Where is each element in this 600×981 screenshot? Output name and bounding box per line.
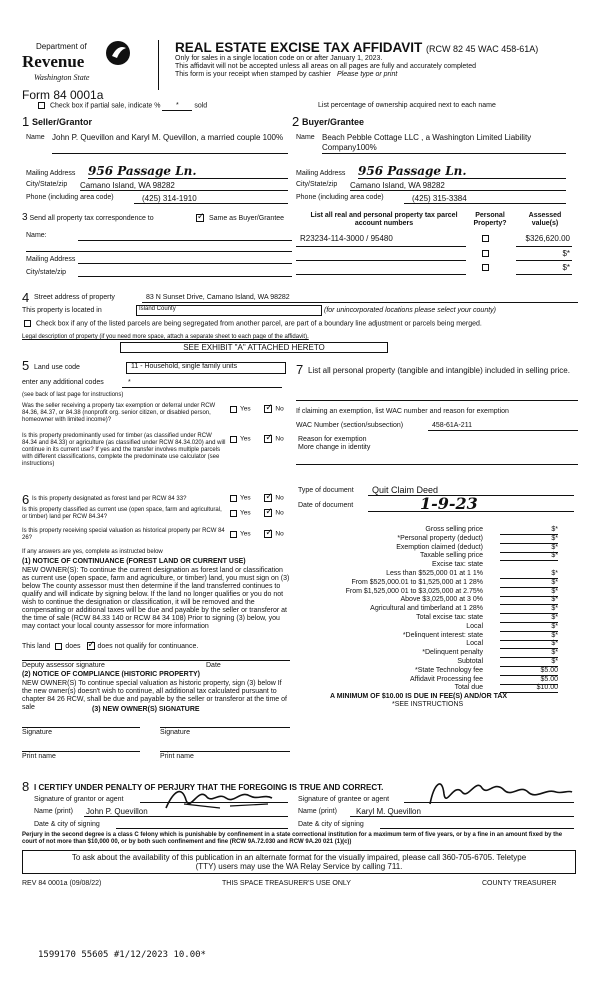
fee-value[interactable]: $* bbox=[500, 649, 558, 658]
fee-row bbox=[296, 588, 558, 596]
grantor-sig-label: Signature of grantor or agent bbox=[34, 796, 124, 803]
same-as-buyer-label: Same as Buyer/Grantee bbox=[208, 214, 285, 222]
land-use-label: Land use code bbox=[34, 364, 80, 371]
exemption-label: If claiming an exemption, list WAC number and reason for exemption bbox=[296, 408, 509, 415]
logo-state: Washington State bbox=[34, 73, 90, 82]
fee-value[interactable]: $* bbox=[500, 535, 558, 544]
parcel-header-assessed: Assessed value(s) bbox=[528, 212, 562, 227]
assessed-value[interactable]: $326,620.00 bbox=[525, 234, 570, 243]
fee-value[interactable]: $5.00 bbox=[500, 676, 558, 685]
fee-label: *Delinquent penalty bbox=[422, 649, 483, 657]
see-back: (see back of last page for instructions) bbox=[22, 392, 124, 398]
exemption-yes-no bbox=[230, 405, 284, 414]
buyer-mailing-label: Mailing Address bbox=[296, 170, 346, 177]
grantor-name[interactable]: John P. Quevillon bbox=[86, 807, 148, 816]
recording-stamp: 1599170 55605 #1/12/2023 10.00* bbox=[38, 950, 206, 960]
correspondence-number: 3 bbox=[22, 212, 28, 223]
section-7 bbox=[296, 362, 578, 482]
owner-signature-label-2: Signature bbox=[160, 729, 190, 736]
reason-label: Reason for exemption bbox=[298, 436, 367, 443]
fee-label: From $1,525,000 01 to $3,025,000 at 2.75% bbox=[345, 587, 483, 595]
buyer-number: 2 bbox=[292, 114, 300, 129]
historic-no-checkbox[interactable] bbox=[264, 530, 272, 538]
fee-label: Taxable selling price bbox=[419, 552, 483, 560]
forest-question: Is this property designated as forest land per RCW 84 33? bbox=[32, 496, 187, 502]
street-address[interactable]: 83 N Sunset Drive, Camano Island, WA 98282 bbox=[146, 294, 290, 301]
fee-value[interactable]: $* bbox=[500, 588, 558, 597]
parcel-row bbox=[296, 234, 572, 245]
buyer-city-label: City/State/zip bbox=[296, 181, 338, 188]
partial-sale-label: Check box if partial sale, indicate % bbox=[49, 102, 161, 110]
historic-yes-checkbox[interactable] bbox=[230, 531, 237, 538]
section-7-number: 7 bbox=[296, 362, 304, 377]
form-number: Form 84 0001a bbox=[22, 88, 104, 102]
partial-sale-checkbox[interactable] bbox=[38, 102, 45, 109]
partial-sale-suffix: sold bbox=[194, 102, 208, 110]
historic-yes-no bbox=[230, 530, 284, 539]
yes-label: Yes bbox=[240, 494, 251, 502]
fee-label: *State Technology fee bbox=[415, 666, 483, 674]
street-label: Street address of property bbox=[34, 294, 115, 301]
no-label: No bbox=[275, 405, 284, 413]
fee-label: Gross selling price bbox=[425, 526, 483, 533]
fee-row bbox=[296, 684, 558, 692]
fee-row bbox=[296, 632, 558, 640]
grantor-signature bbox=[160, 782, 278, 816]
fee-row bbox=[296, 623, 558, 631]
fee-value[interactable]: $* bbox=[500, 605, 558, 614]
correspondence-section bbox=[22, 210, 294, 280]
county-select[interactable]: Island County bbox=[136, 305, 322, 316]
notice2-body: NEW OWNER(S) To continue special valuation as historic property, sign (3) below If the new owner(s) doesn't wish to continue, all additional tax calculated pursuant to chapter 84 26 RCW, shall be due and payable by the seller or transferor at the time of sale bbox=[22, 680, 287, 711]
assessor-sig-label: Deputy assessor signature bbox=[22, 662, 105, 669]
notice2-title: (2) NOTICE OF COMPLIANCE (HISTORIC PROPERTY) bbox=[22, 671, 200, 678]
parcel-header-list: List all real and personal property tax parcel account numbers bbox=[310, 212, 458, 227]
segregated-label: Check box if any of the listed parcels are being segregated from another parcel, are part of a boundary line adjustment or parcels being merged. bbox=[35, 320, 482, 328]
header-note-3 bbox=[175, 71, 397, 79]
assessed-value[interactable]: $* bbox=[562, 263, 570, 272]
fee-row bbox=[296, 579, 558, 587]
seller-mailing[interactable]: 956 Passage Ln. bbox=[88, 164, 197, 178]
doc-type-label: Type of document bbox=[298, 487, 354, 494]
fee-value[interactable]: $* bbox=[500, 623, 558, 632]
fee-value[interactable]: $5.00 bbox=[500, 667, 558, 676]
yes-label: Yes bbox=[240, 509, 251, 517]
partial-sale-value[interactable]: * bbox=[162, 102, 192, 111]
corr-name-label: Name: bbox=[26, 232, 47, 239]
accessibility-line-1: To ask about the availability of this publication in an alternate format for the visually impaired, please call 360-705-6705. Teletype bbox=[71, 853, 527, 862]
dor-logo bbox=[22, 38, 132, 90]
exemption-question: Was the seller receiving a property tax exemption or deferral under RCW 84.36, 84.37, or 84.38 (nonprofit org. senior citizen, or disabled person, homeowner with limited income)? bbox=[22, 403, 216, 423]
fee-label: Local bbox=[466, 640, 483, 648]
grantee-date-city-label: Date & city of signing bbox=[298, 821, 364, 828]
fee-label: *Personal property (deduct) bbox=[397, 534, 483, 542]
seller-phone-label: Phone (including area code) bbox=[26, 194, 114, 201]
owner-signature-label: Signature bbox=[22, 729, 52, 736]
logo-revenue: Revenue bbox=[22, 52, 85, 71]
fee-label: Agricultural and timberland at 1 28% bbox=[370, 605, 483, 613]
fee-value[interactable]: $* bbox=[500, 596, 558, 605]
fee-value[interactable]: $* bbox=[500, 552, 558, 561]
title-citation: (RCW 82 45 WAC 458-61A) bbox=[426, 44, 539, 54]
owner-print-name-label: Print name bbox=[22, 753, 56, 760]
fee-value[interactable]: $* bbox=[500, 640, 558, 649]
fee-label: Total due bbox=[454, 684, 483, 692]
parcel-row bbox=[296, 249, 572, 260]
fee-row bbox=[296, 535, 558, 543]
exemption-no-checkbox[interactable] bbox=[264, 405, 272, 413]
fee-label: Excise tax: state bbox=[432, 561, 483, 569]
buyer-name[interactable]: Beach Pebble Cottage LLC , a Washington Limited Liability Company100% bbox=[322, 133, 532, 152]
fee-row bbox=[296, 649, 558, 657]
assessor-date-label: Date bbox=[206, 662, 221, 669]
doc-type[interactable]: Quit Claim Deed bbox=[372, 485, 439, 495]
does-label: does bbox=[65, 642, 81, 650]
forest-yes-checkbox[interactable] bbox=[230, 495, 237, 502]
fee-value[interactable]: $* bbox=[500, 658, 558, 667]
logo-department: Department of bbox=[36, 42, 87, 51]
fee-row bbox=[296, 658, 558, 666]
fee-row bbox=[296, 570, 558, 578]
doc-date-label: Date of document bbox=[298, 502, 354, 509]
fee-row bbox=[296, 561, 558, 569]
timber-yes-no bbox=[230, 435, 284, 444]
legal-description[interactable]: SEE EXHIBIT "A" ATTACHED HERETO bbox=[120, 342, 388, 353]
footer-county-treasurer: COUNTY TREASURER bbox=[482, 880, 557, 887]
header-note-2: This affidavit will not be accepted unless all areas on all pages are fully and accurately completed bbox=[175, 63, 477, 70]
no-label: No bbox=[275, 509, 284, 517]
doc-date[interactable]: 1-9-23 bbox=[420, 494, 478, 513]
fee-value[interactable]: $10.00 bbox=[500, 684, 558, 693]
fee-label: From $525,000.01 to $1,525,000 at 1 28% bbox=[351, 578, 483, 586]
does-checkbox[interactable] bbox=[55, 643, 62, 650]
grantee-name-label: Name (print) bbox=[298, 808, 337, 815]
correspondence-label bbox=[22, 214, 154, 223]
dor-emblem-icon bbox=[104, 38, 132, 68]
fee-value[interactable]: $* bbox=[500, 544, 558, 553]
current-use-yes-no bbox=[230, 509, 284, 518]
same-as-buyer-checkbox[interactable] bbox=[196, 214, 204, 222]
see-instructions: *SEE INSTRUCTIONS bbox=[392, 701, 464, 708]
notice1-title: (1) NOTICE OF CONTINUANCE (FOREST LAND OR CURRENT USE) bbox=[22, 558, 246, 565]
parcel-table bbox=[296, 210, 572, 280]
parcel-header-personal: Personal Property? bbox=[473, 212, 507, 227]
personal-property-checkbox[interactable] bbox=[482, 250, 489, 257]
fee-row bbox=[296, 614, 558, 622]
seller-phone[interactable]: (425) 314-1910 bbox=[142, 194, 197, 203]
fee-label: Exemption claimed (deduct) bbox=[396, 543, 483, 551]
forest-no-checkbox[interactable] bbox=[264, 494, 272, 502]
seller-city[interactable]: Camano Island, WA 98282 bbox=[80, 181, 175, 190]
does-not-checkbox[interactable] bbox=[87, 642, 95, 650]
buyer-phone[interactable]: (425) 315-3384 bbox=[412, 194, 467, 203]
fee-row bbox=[296, 526, 558, 534]
fee-row bbox=[296, 605, 558, 613]
additional-codes-label: enter any additional codes bbox=[22, 379, 104, 386]
fee-label: Above $3,025,000 at 3 0% bbox=[400, 596, 483, 604]
grantor-date-city-label: Date & city of signing bbox=[34, 821, 100, 828]
timber-question: Is this property predominantly used for timber (as classified under RCW 84.34 and 84.33) or agriculture (as classified under RCW 84.34.020) and will continue in its current use? If yes and the transfer involves multiple parcels with different classifications, complete the predominate use calculator (see instructions) bbox=[22, 433, 226, 467]
additional-codes[interactable]: * bbox=[128, 379, 131, 386]
parcel-number[interactable]: R23234-114-3000 / 95480 bbox=[300, 234, 393, 243]
fee-label: Local bbox=[466, 622, 483, 630]
buyer-name-label: Name bbox=[296, 134, 315, 141]
historic-question: Is this property receiving special valuation as historical property per RCW 84 26? bbox=[22, 528, 225, 541]
reason-value[interactable]: More change in identity bbox=[298, 444, 371, 451]
fee-row bbox=[296, 676, 558, 684]
seller-number: 1 bbox=[22, 114, 30, 129]
no-label: No bbox=[275, 494, 284, 502]
certify-statement: I CERTIFY UNDER PENALTY OF PERJURY THAT THE FOREGOING IS TRUE AND CORRECT. bbox=[34, 783, 384, 792]
buyer-mailing[interactable]: 956 Passage Ln. bbox=[358, 164, 467, 178]
fee-row bbox=[296, 640, 558, 648]
does-not-label: does not qualify for continuance. bbox=[97, 642, 199, 650]
seller-mailing-label: Mailing Address bbox=[26, 170, 76, 177]
grantor-name-label: Name (print) bbox=[34, 808, 73, 815]
personal-property-checkbox[interactable] bbox=[482, 235, 489, 242]
personal-property-label: List all personal property (tangible and intangible) included in selling price. bbox=[308, 366, 570, 375]
wac-label: WAC Number (section/subsection) bbox=[296, 422, 404, 429]
header-note-3-italic: Please type or print bbox=[336, 71, 398, 78]
personal-property-checkbox[interactable] bbox=[482, 264, 489, 271]
accessibility-notice bbox=[22, 850, 576, 874]
corr-mailing-label: Mailing Address bbox=[26, 256, 76, 263]
fee-row bbox=[296, 552, 558, 560]
buyer-heading: Buyer/Grantee bbox=[302, 117, 365, 127]
ownership-note: List percentage of ownership acquired next to each name bbox=[318, 102, 496, 109]
fee-value[interactable]: $* bbox=[500, 579, 558, 588]
fee-label: Subtotal bbox=[457, 658, 483, 665]
notice1-body: NEW OWNER(S): To continue the current designation as forest land or classification as current use (open space, farm and agriculture, or timber) land, you must sign on (3) below The county assessor must then determine if the land transferred continues to qualify and will indicate by signing below. If the land no longer qualifies or you do not wish to continue the designation or classification, it will be removed and the compensating or additional taxes will be due and payable by the seller or transferor at the time of sale (RCW 84.33 140 or RCW 84 34 108) Prior to signing (3) below, you may contact your local county assessor for more information bbox=[22, 567, 290, 630]
yes-label: Yes bbox=[240, 405, 251, 413]
legal-label: Legal description of property (if you need more space, attach a separate sheet to each page of the affidavit). bbox=[22, 334, 309, 340]
seller-heading: Seller/Grantor bbox=[32, 117, 93, 127]
footer-rev: REV 84 0001a (09/08/22) bbox=[22, 880, 102, 887]
same-as-buyer bbox=[196, 214, 284, 223]
fee-value[interactable]: $* bbox=[500, 570, 558, 579]
fee-label: Total excise tax: state bbox=[416, 614, 483, 621]
fee-label: Affidavit Processing fee bbox=[409, 675, 483, 683]
section-4 bbox=[22, 290, 578, 360]
footer-treasurer-use: THIS SPACE TREASURER'S USE ONLY bbox=[222, 880, 351, 887]
forest-yes-no bbox=[230, 494, 284, 503]
accessibility-line-2: (TTY) users may use the WA Relay Service by calling 711. bbox=[195, 862, 403, 871]
grantee-signature bbox=[424, 774, 574, 812]
header-note-3-text: This form is your receipt when stamped by cashier bbox=[175, 71, 332, 78]
seller-name[interactable]: John P. Quevillon and Karyl M. Quevillon, a married couple 100% bbox=[52, 133, 284, 142]
timber-no-checkbox[interactable] bbox=[264, 435, 272, 443]
fee-row bbox=[296, 667, 558, 675]
parcel-row bbox=[296, 263, 572, 274]
header-note-1: Only for sales in a single location code on or after January 1, 2023. bbox=[175, 55, 383, 62]
no-label: No bbox=[275, 435, 284, 443]
partial-sale bbox=[38, 102, 207, 111]
fee-value[interactable]: $* bbox=[500, 526, 558, 535]
no-label: No bbox=[275, 530, 284, 538]
fee-label: *Delinquent interest: state bbox=[402, 631, 483, 639]
wac-number[interactable]: 458-61A-211 bbox=[432, 422, 472, 429]
fee-row bbox=[296, 544, 558, 552]
section-4-number: 4 bbox=[22, 290, 30, 305]
seller-name-label: Name bbox=[26, 134, 45, 141]
section-5-number: 5 bbox=[22, 358, 30, 373]
seller-city-label: City/State/zip bbox=[26, 181, 68, 188]
located-label: This property is located in bbox=[22, 307, 102, 314]
section-8-number: 8 bbox=[22, 779, 30, 794]
land-use-select[interactable]: 11 - Household, single family units bbox=[126, 362, 286, 374]
segregated bbox=[24, 320, 482, 328]
if-yes-note: If any answers are yes, complete as instructed below bbox=[22, 549, 163, 555]
title-text: REAL ESTATE EXCISE TAX AFFIDAVIT bbox=[175, 40, 423, 55]
yes-label: Yes bbox=[240, 530, 251, 538]
county-note: (for unincorporated locations please select your county) bbox=[324, 307, 496, 314]
exemption-yes-checkbox[interactable] bbox=[230, 406, 237, 413]
owner-print-name-label-2: Print name bbox=[160, 753, 194, 760]
current-use-yes-checkbox[interactable] bbox=[230, 510, 237, 517]
land-qualify bbox=[22, 642, 198, 651]
perjury-notice: Perjury in the second degree is a class C felony which is punishable by confinement in a state correctional institution for a maximum term of five years, or by a fine in an amount fixed by the court of not more than $10,000 00, or by both such confinement and fine (RCW 9A.72.030 and RCW 9A.20 021 (1)(c)) bbox=[22, 832, 563, 845]
fee-value[interactable]: $* bbox=[500, 632, 558, 641]
minimum-due: A MINIMUM OF $10.00 IS DUE IN FEE(S) AND/OR TAX bbox=[330, 693, 508, 700]
fee-label: Less than $525,000 01 at 1 1% bbox=[386, 570, 483, 577]
assessed-value[interactable]: $* bbox=[562, 249, 570, 258]
grantee-name[interactable]: Karyl M. Quevillon bbox=[356, 807, 421, 816]
grantee-sig-label: Signature of grantee or agent bbox=[298, 796, 390, 803]
correspondence-text: Send all property tax correspondence to bbox=[29, 215, 154, 222]
current-use-question: Is this property classified as current use (open space, farm and agricultural, or timber) land per RCW 84.34? bbox=[22, 507, 222, 520]
corr-city-label: City/state/zip bbox=[26, 269, 67, 276]
new-owner-signature-heading: (3) NEW OWNER(S) SIGNATURE bbox=[92, 706, 200, 713]
land-label: This land bbox=[22, 642, 51, 650]
buyer-phone-label: Phone (including area code) bbox=[296, 194, 384, 201]
fee-value[interactable]: $* bbox=[500, 614, 558, 623]
current-use-no-checkbox[interactable] bbox=[264, 509, 272, 517]
section-6-number: 6 bbox=[22, 492, 30, 507]
timber-yes-checkbox[interactable] bbox=[230, 436, 237, 443]
fee-row bbox=[296, 596, 558, 604]
buyer-city[interactable]: Camano Island, WA 98282 bbox=[350, 181, 445, 190]
yes-label: Yes bbox=[240, 435, 251, 443]
form-title bbox=[175, 40, 538, 55]
segregated-checkbox[interactable] bbox=[24, 320, 31, 327]
